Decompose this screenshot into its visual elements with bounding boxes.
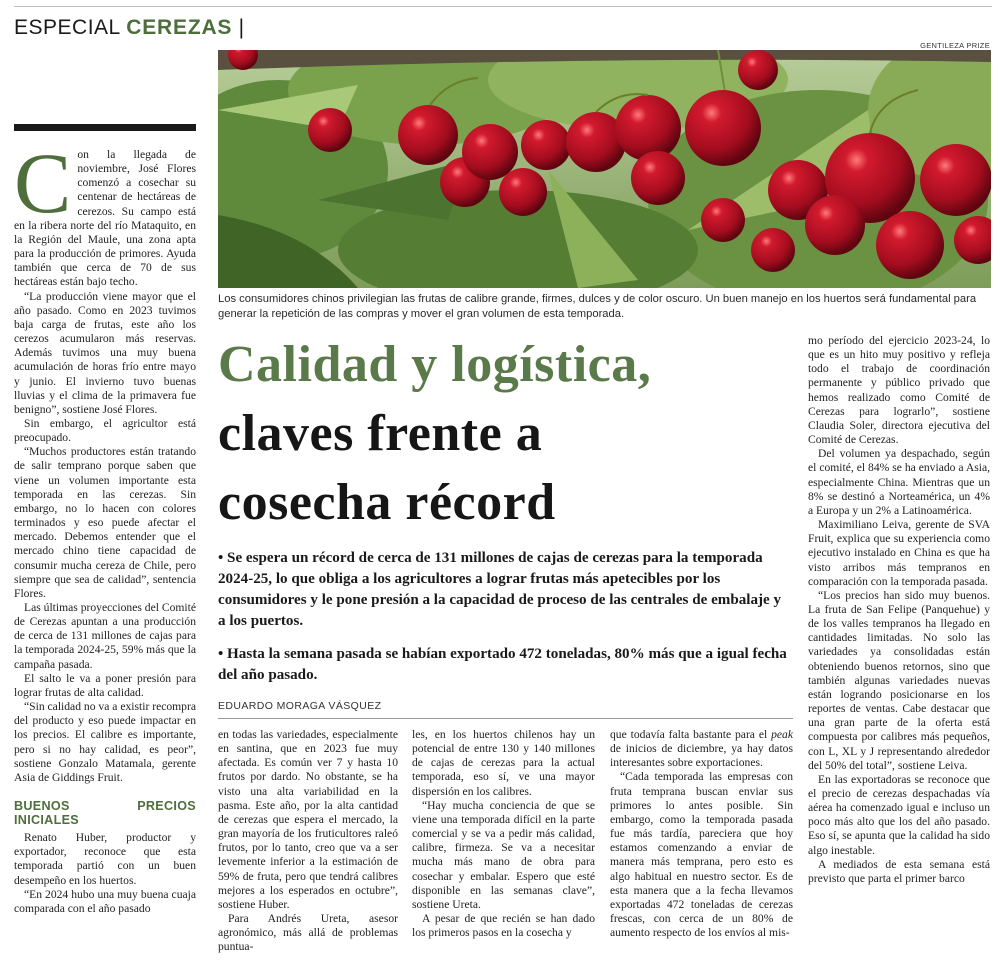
photo-credit: GENTILEZA PRIZE — [920, 41, 990, 50]
body-paragraph: “Sin calidad no va a existir recompra del producto y eso puede impactar en los precios. El calibre es importante, pero si no hay calidad, es peor”, sostiene Gonzalo Matamala, gerente Asia de Giddings Fruit. — [14, 700, 196, 784]
headline-line-1: Calidad y logística, — [218, 336, 652, 393]
body-paragraph: les, en los huertos chilenos hay un potencial de entre 130 y 140 millones de cajas de cerezas para la actual temporada, eso sí, ve una mayor dispersión en los calibres. — [412, 728, 595, 798]
body-paragraph: Para Andrés Ureta, asesor agronómico, más allá de problemas puntua- — [218, 912, 398, 954]
byline-rule — [218, 718, 793, 719]
body-paragraph: mo período del ejercicio 2023-24, lo que es un hito muy positivo y refleja todo el trabajo de coordinación permanente y público privado que hemos realizado como Comité de Cerezas para lograrlo”, sostiene Claudia Soler, directora ejecutiva del Comité de Cerezas. — [808, 334, 990, 447]
headline-line-2: claves frente a — [218, 405, 543, 462]
article-column-3 — [412, 728, 595, 940]
body-paragraph: en todas las variedades, especialmente en santina, que en 2023 fue muy afectada. Es común ver 7 y hasta 10 frutos por dardo. No obstante, se ha visto una alta variabilidad en la pasma. Este año, por la alta cantidad de cerezas que espera el mercado, la gran mayoría de los fruticultores raleó frutos, por lo tanto, creo que va a ser levemente inferior a la estimación de 59% de fruta, pero que tendrá calibres mejores a los esperados en octubre”, sostiene Huber. — [218, 728, 398, 911]
section-header — [14, 16, 245, 40]
top-rule — [14, 6, 992, 7]
summary-bullets — [218, 548, 790, 698]
body-paragraph: Maximiliano Leiva, gerente de SVA Fruit, explica que su experiencia como ejecutivo instalado en China es que ha visto arribos más tempranos en comparación con la temporada pasada. — [808, 518, 990, 588]
body-paragraph: “Hay mucha conciencia de que se viene una temporada difícil en la parte comercial y se va a pedir más calidad, calibre, firmeza. Se va a necesitar mucha más mano de obra para cosechar y embalar. Espero que esté disponible en las semanas clave”, sostiene Ureta. — [412, 798, 595, 911]
article-column-5 — [808, 334, 990, 886]
body-paragraph: “Los precios han sido muy buenos. La fruta de San Felipe (Panquehue) y de los valles tempranos ha llegado en cantidades limitadas. No solo las variedades ya consolidadas están obteniendo buenos retornos, sino que también algunas variedades nuevas están logrando posicionarse en los reportes de ventas. Cabe destacar que una gran parte de la oferta está compuesta por calibres más pequeños, con L, XL y J representando alrededor del 50% del total”, sostiene Leiva. — [808, 588, 990, 772]
cherries-photo — [218, 50, 991, 288]
body-text: de inicios de diciembre, ya hay datos interesantes sobre exportaciones. — [610, 742, 793, 770]
body-paragraph: “En 2024 hubo una muy buena cuaja comparada con el año pasado — [14, 887, 196, 915]
summary-bullet: • Se espera un récord de cerca de 131 millones de cajas de cerezas para la temporada 2024-25, lo que obliga a los agricultores a lograr frutas más apetecibles por los consumidores y le pone presión a la capacidad de proceso de las centrales de embalaje y a los puertos. — [218, 550, 782, 629]
body-paragraph: “La producción viene mayor que el año pasado. Como en 2023 tuvimos baja carga de frutas, este año los cerezos acumularon más reservas. Además tuvimos una muy buena acumulación de horas frío entre mayo y junio. El invierno tuvo buenas lluvias y el clima de la primavera fue benigno”, sostiene José Flores. — [14, 289, 196, 416]
body-paragraph: A pesar de que recién se han dado los primeros pasos en la cosecha y — [412, 912, 595, 940]
body-paragraph: Sin embargo, el agricultor está preocupado. — [14, 416, 196, 445]
section-name: CEREZAS — [126, 16, 233, 39]
lead-paragraph — [14, 135, 196, 290]
body-paragraph: Renato Huber, productor y exportador, reconoce que esta temporada partió con un buen desempeño en los huertos. — [14, 831, 196, 887]
section-separator: | — [238, 16, 245, 39]
body-text-italic: peak — [771, 728, 793, 741]
body-text: que todavía falta bastante para el — [610, 728, 772, 741]
body-paragraph — [610, 728, 793, 770]
photo-caption: Los consumidores chinos privilegian las frutas de calibre grande, firmes, dulces y de color oscuro. Un buen manejo en los huertos será fundamental para generar la repetición de las compras y mover el gran volumen de esta temporada. — [218, 293, 977, 320]
article-column-2 — [218, 728, 398, 955]
body-paragraph: El salto le va a poner presión para lograr frutas de alta calidad. — [14, 671, 196, 699]
article-column-1 — [14, 135, 196, 916]
article-column-4 — [610, 728, 793, 940]
drop-cap: C — [14, 135, 72, 231]
body-paragraph: A mediados de esta semana está previsto que parta el primer barco — [808, 857, 990, 885]
column-top-rule — [14, 124, 196, 131]
section-subhead: BUENOS PRECIOS INICIALES — [14, 799, 196, 828]
body-paragraph: Del volumen ya despachado, según el comité, el 84% se ha enviado a Asia, especialmente China. Mientras que un 8% se destinó a Norteamérica, un 4% a Europa y un 2% a Latinoamérica. — [808, 447, 990, 517]
body-paragraph: Las últimas proyecciones del Comité de Cerezas apuntan a una producción de cerca de 131 millones de cajas para la temporada 2024-25, 59% más que la campaña pasada. — [14, 601, 196, 671]
summary-bullet: • Hasta la semana pasada se habían exportado 472 toneladas, 80% más que a igual fecha del año pasado. — [218, 646, 787, 683]
section-prefix: ESPECIAL — [14, 16, 120, 39]
headline-line-3: cosecha récord — [218, 474, 556, 531]
article-headline — [218, 330, 798, 537]
byline: EDUARDO MORAGA VÁSQUEZ — [218, 700, 382, 712]
body-paragraph: En las exportadoras se reconoce que el precio de cerezas despachadas vía aérea ha comenzado igual e incluso un poco más alto que los del año pasado. Eso sí, se apunta que la calidad ha sido algo inestable. — [808, 772, 990, 857]
body-paragraph: “Cada temporada las empresas con fruta temprana buscan enviar sus primores lo antes posible. Sin embargo, como la temporada pasada fue más tardía, pareciera que hoy estamos comenzando a enviar de manera más temprana, pero esto es algo habitual en nuestro sector. Es de esta manera que a la fecha llevamos exportadas 472 toneladas de cerezas frescas, con cerca de un 80% de aumento respecto de los envíos al mis- — [610, 770, 793, 940]
lead-text: on la llegada de noviembre, José Flores comenzó a cosechar su centenar de hectáreas de cerezos. Su campo está en la ribera norte del río Mataquito, en la Región del Maule, una zona apta para la producción de primores. Ayuda también que cerca de 70 de sus hectáreas están bajo techo. — [14, 148, 196, 289]
body-paragraph: “Muchos productores están tratando de salir temprano porque saben que viene un volumen importante esta temporada en las cerezas. Sin embargo, no lo hacen con colores terminados y eso puede afectar el mercado. Debemos entender que el mercado chino tiene capacidad de consumir mucha cereza de Chile, pero siempre que sea de calidad”, sentencia Flores. — [14, 445, 196, 600]
